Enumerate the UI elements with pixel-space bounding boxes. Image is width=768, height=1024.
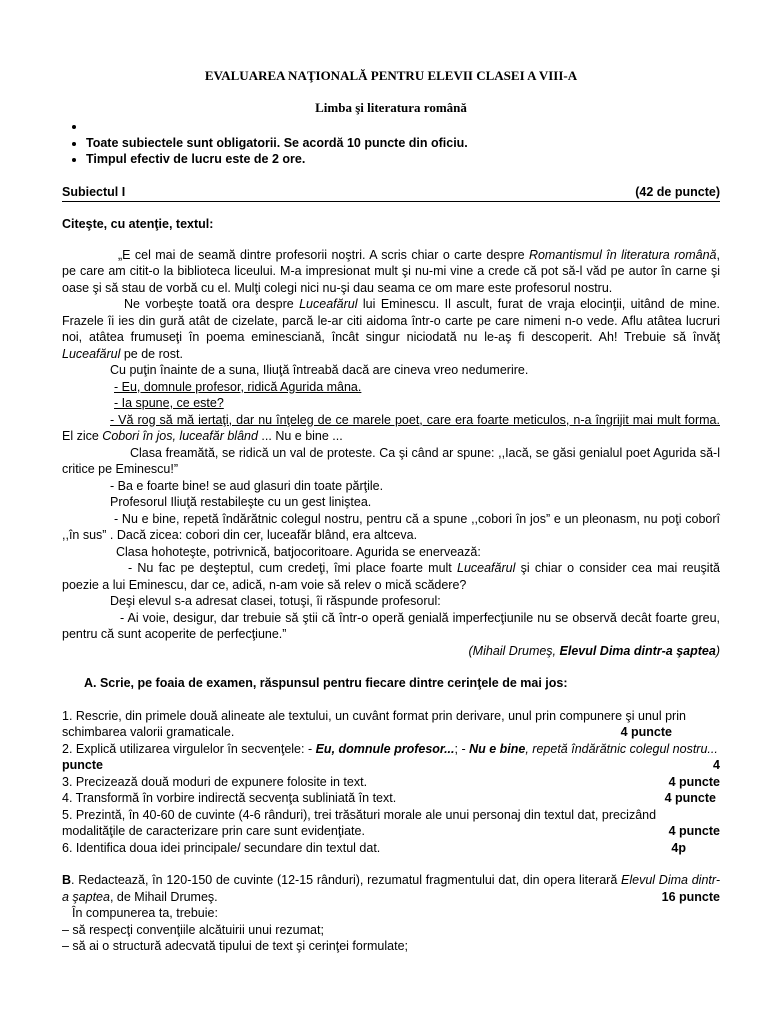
requirement-5: 5. Prezintă, în 40-60 de cuvinte (4-6 rânduri), trei trăsături morale ale unui personaj din textul dat, precizând modalităţile de caracterizare prin care sunt evidenţiate. 4 puncte (62, 807, 720, 838)
text-paragraph: - Ia spune, ce este? (114, 396, 224, 410)
requirement-3: 3. Precizează două moduri de expunere folosite in text. 4 puncte (62, 774, 720, 789)
requirement-1: 1. Rescrie, din primele două alineate ale textului, un cuvânt format prin derivare, unul prin compunere şi unul prin schimbarea valorii gramaticale. 4 puncte (62, 708, 686, 739)
points-label: 4 puncte (668, 824, 720, 838)
points-label: puncte (62, 758, 103, 772)
text-paragraph: Clasa hohoteşte, potrivnică, batjocoritoare. Agurida se enervează: (116, 544, 481, 559)
requirement-4: 4. Transformă în vorbire indirectă secvenţa subliniată în text. 4 puncte (62, 791, 716, 805)
text-paragraph: - Eu, domnule profesor, ridică Agurida mâna. (114, 379, 362, 394)
text-paragraph: Cu puţin înainte de a suna, Iliuţă întreabă dacă are cineva vreo nedumerire. (110, 363, 529, 377)
points-label: 4p (671, 840, 686, 855)
reading-text (62, 247, 720, 660)
section-b-task: B. Redactează, în 120-150 de cuvinte (12-15 rânduri), rezumatul fragmentului dat, din opera literară Elevul Dima dintr-a şaptea, de Mihail Drumeş. 16 puncte (62, 873, 720, 904)
rule-item: • Toate subiectele sunt obligatorii. Se acordă 10 puncte din oficiu. (86, 135, 720, 152)
text-paragraph: „E cel mai de seamă dintre profesorii noştri. A scris chiar o carte despre Romantismul în literatura română, pe care am citit-o la biblioteca liceului. M-a impresionat mult şi nu-mi vine a crede că pot să-l văd pe autor în carne şi oase şi să stau de vorbă cu el. Mulţi colegi nici nu-şi dau seama ce om mare este profesorul nostru. (62, 247, 720, 295)
requirement-2: 2. Explică utilizarea virgulelor în secvenţele: - Eu, domnule profesor...; - Nu e bine, repetă îndărătnic colegul nostru... 4 (62, 741, 720, 772)
rule-item (86, 118, 720, 135)
text-paragraph: Ne vorbeşte toată ora despre Luceafărul lui Eminescu. Il ascult, furat de vraja elocinţii, uitând de mine. Frazele îi ies din gură atât de cizelate, parcă le-ar citi aidoma într-o carte pe care nimeni n-o vede. Aflu atâtea lucruri noi, atâtea frumuseţi în poema eminesciană, încât singur niciodată nu le-aş fi descoperit. Ah! Trebuie să învăţ Luceafărul pe de rost. (62, 297, 721, 361)
section-b-intro: În compunerea ta, trebuie: (72, 906, 218, 920)
subiect-points: (42 de puncte) (635, 184, 720, 199)
text-paragraph: - Nu fac pe deşteptul, cum credeţi, îmi place foarte mult Luceafărul şi chiar o consider cea mai reuşită poezie a lui Eminescu, dar ce, adică, n-am voie să relev o mică scădere? (62, 561, 720, 592)
points-label: 4 puncte (620, 725, 672, 739)
text-paragraph: Clasa freamătă, se ridică un val de proteste. Ca şi când ar spune: ,,Iacă, se găsi genialul poet Agurida să-l critice pe Eminescu!” (62, 445, 720, 476)
subiect-label: Subiectul I (62, 184, 126, 199)
points-label: 16 puncte (661, 889, 720, 904)
section-b-item: – să respecţi convenţiile alcătuirii unui rezumat; (62, 922, 324, 937)
points-label: 4 (713, 758, 720, 772)
section-b-item: – să ai o structură adecvată tipului de text şi cerinţei formulate; (62, 939, 409, 953)
rules-list (62, 118, 720, 168)
exam-title: EVALUAREA NAŢIONALĂ PENTRU ELEVII CLASEI A VIII-A (204, 68, 578, 83)
points-label: 4 puncte (668, 774, 720, 789)
rule-item: • Timpul efectiv de lucru este de 2 ore. (86, 151, 720, 168)
text-paragraph: - Nu e bine, repetă îndărătnic colegul nostru, pentru că a spune ,,cobori în jos” e un pleonasm, nu poţi coborî ,,în sus” . Dacă zicea: cobori din cer, luceafăr blând, era altceva. (62, 511, 720, 542)
section-a-requirements (62, 708, 720, 857)
section-a-heading: A. Scrie, pe foaia de examen, răspunsul pentru fiecare dintre cerinţele de mai jos: (84, 676, 568, 690)
subiect-heading (62, 184, 720, 203)
underlined-sequence: - Vă rog să mă iertaţi, dar nu înţeleg de ce marele poet, care era foarte meticulos, n-a îngrijit mai mult forma. El zice Cobori în jos, luceafăr blând ... Nu e bine ... (62, 412, 720, 443)
text-paragraph: Deşi elevul s-a adresat clasei, totuşi, îi răspunde profesorul: (110, 594, 441, 608)
text-paragraph: - Ba e foarte bine! se aud glasuri din toate părţile. (110, 478, 384, 493)
text-paragraph: - Ai voie, desigur, dar trebuie să ştii că într-o operă genială imperfecţiunile nu se observă decât foarte greu, pentru că sunt acoperite de perfecţiune.” (62, 610, 720, 641)
section-b (62, 872, 720, 955)
points-label: 4 puncte (664, 791, 716, 805)
exam-subject: Limba şi literatura română (315, 99, 467, 115)
reading-instruction: Citeşte, cu atenţie, textul: (62, 217, 214, 231)
text-paragraph: Profesorul Iliuţă restabileşte cu un gest liniştea. (110, 495, 372, 509)
text-source: (Mihail Drumeş, Elevul Dima dintr-a şaptea) (468, 643, 720, 658)
requirement-6: 6. Identifica doua idei principale/ secundare din textul dat. 4p (62, 840, 686, 855)
